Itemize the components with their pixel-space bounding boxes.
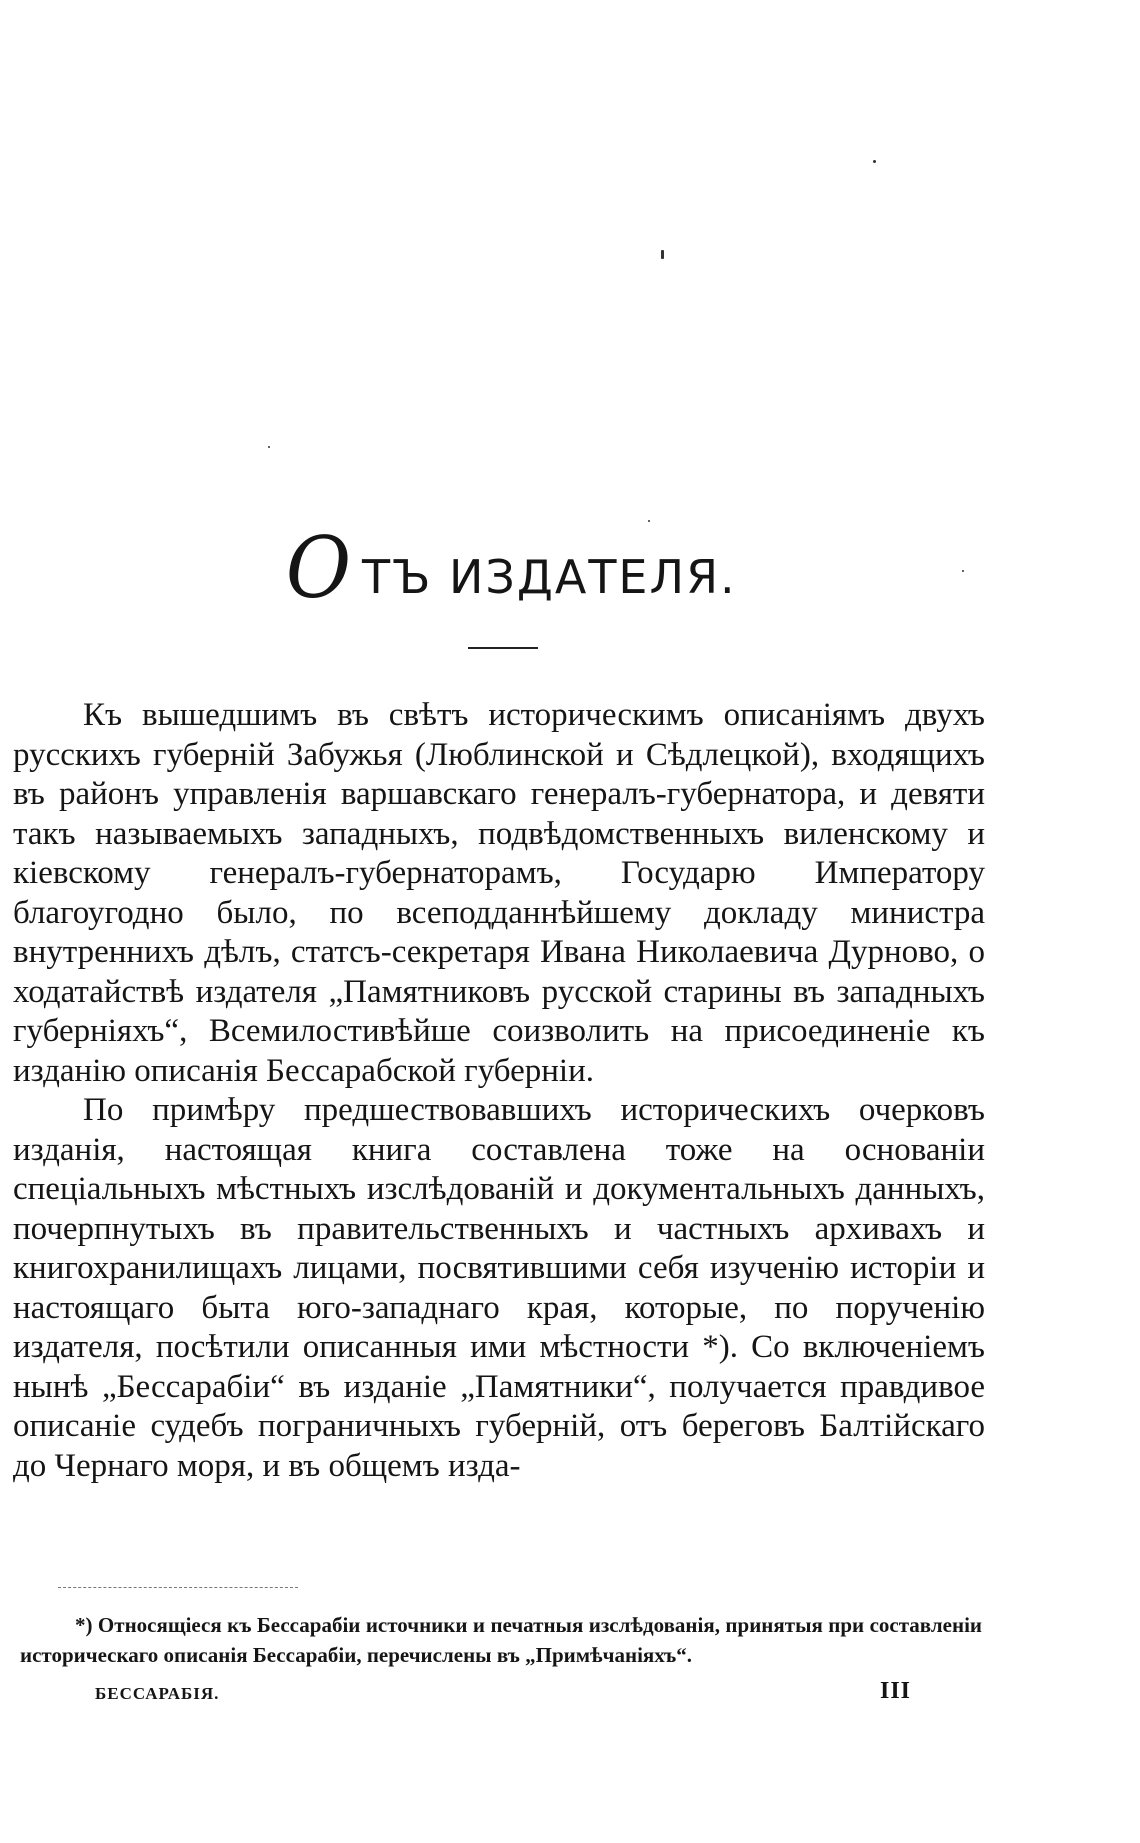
page-number: III <box>880 1678 912 1704</box>
title-divider <box>468 647 538 649</box>
scan-speck <box>873 160 876 163</box>
paragraph: Къ вышедшимъ въ свѣтъ историческимъ описаніямъ двухъ русскихъ губерній Забужья (Люблинской и Сѣдлецкой), входящихъ въ районъ управленія варшавскаго генералъ-губернатора, и девяти такъ называемыхъ западныхъ, подвѣдомственныхъ виленскому и кіевскому генералъ-губернаторамъ, Государю Императору благоугодно было, по всеподданнѣйшему докладу министра внутреннихъ дѣлъ, статсъ-секретаря Ивана Николаевича Дурново, о ходатайствѣ издателя „Памятниковъ русской старины въ западныхъ губерніяхъ“, Всемилостивѣйше соизволить на присоединеніе къ изданію описанія Бессарабской губерніи. <box>13 697 985 1089</box>
printer-signature: БЕССАРАБІЯ. <box>95 1684 220 1703</box>
footnote-divider <box>58 1587 298 1588</box>
scan-speck <box>661 250 664 259</box>
scan-speck <box>962 570 964 572</box>
page-title <box>270 519 870 640</box>
main-text <box>13 696 985 1486</box>
footnote <box>20 1610 982 1670</box>
footnote-text: *) Относящіеся къ Бессарабіи источники и печатныя изслѣдованія, принятыя при составленіи историческаго описанія Бессарабіи, перечислены въ „Примѣчаніяхъ“. <box>20 1613 982 1667</box>
scan-speck <box>648 520 650 522</box>
scan-speck <box>268 446 270 448</box>
paragraph: По примѣру предшествовавшихъ историческихъ очерковъ изданія, настоящая книга составлена тоже на основаніи спеціальныхъ мѣстныхъ изслѣдованій и документальныхъ данныхъ, почерпнутыхъ въ правительственныхъ и частныхъ архивахъ и книгохранилищахъ лицами, посвятившими себя изученію исторіи и настоящаго быта юго-западнаго края, которые, по порученію издателя, посѣтили описанныя ими мѣстности *). Со включеніемъ нынѣ „Бессарабіи“ въ изданіе „Памятники“, получается правдивое описаніе судебъ пограничныхъ губерній, отъ береговъ Балтійскаго до Чернаго моря, и въ общемъ изда- <box>13 1092 985 1484</box>
title-initial: О <box>285 519 352 617</box>
title-text: ТЪ ИЗДАТЕЛЯ. <box>362 550 737 604</box>
